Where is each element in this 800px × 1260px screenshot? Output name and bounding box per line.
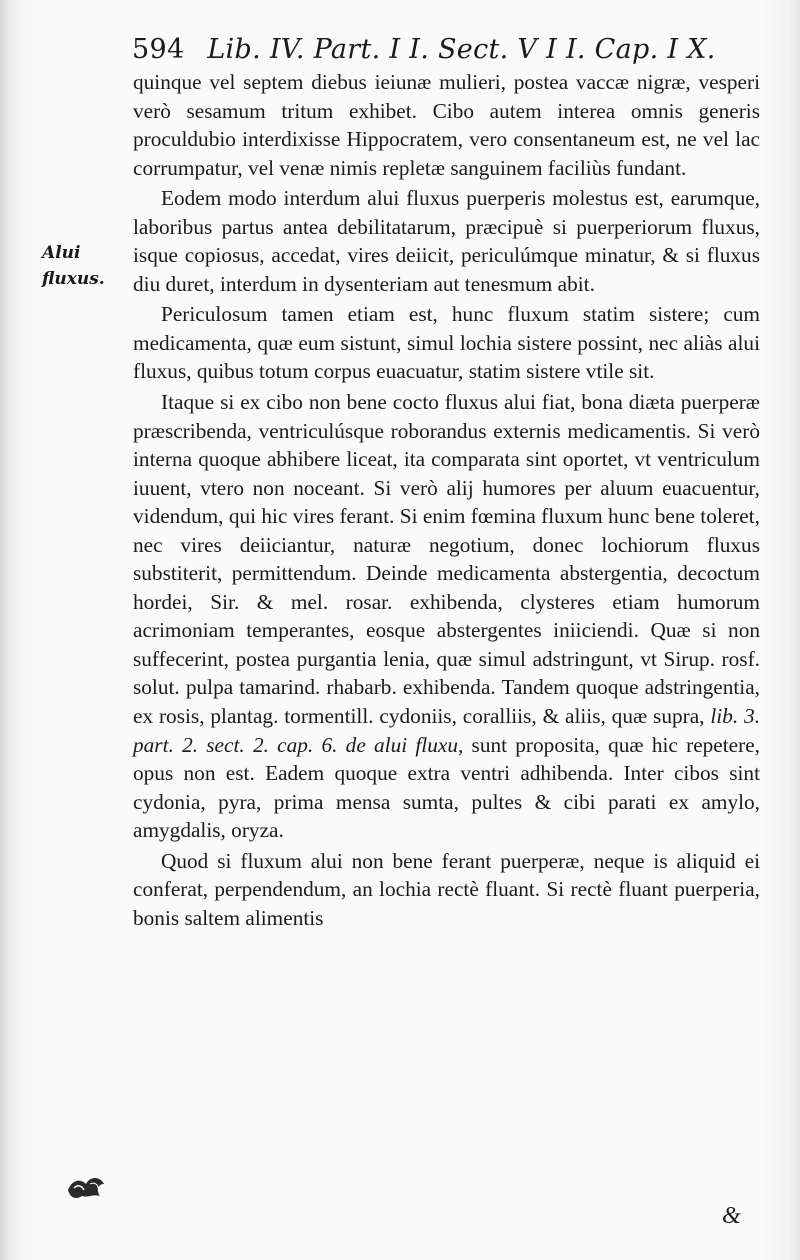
- paragraph-4-text: Itaque si ex cibo non bene cocto fluxus alui fiat, bona diæta puerperæ præscribenda, ventriculúsque roborandus externis medicamentis. Si verò interna quoque abhibere liceat, ita comparata sint oportet, vt ventriculum iuuent, vtero non noceant. Si verò alij humores per aluum euacuentur, videndum, qui hic vires ferant. Si enim fœmina fluxum hunc bene toleret, nec vires deiiciantur, naturæ negotium, donec lochiorum fluxus substiterit, permittendum. Deinde medicamenta abstergentia, decoctum hordei, Sir. & mel. rosar. exhibenda, clysteres etiam humorum acrimoniam temperantes, eosque abstergentes iniiciendi. Quæ si non suffecerint, postea purgantia lenia, quæ simul adstringunt, vt Sirup. rosf. solut. pulpa tamarind. rhabarb. exhibenda. Tandem quoque adstringentia, ex rosis, plantag. tormentill. cydoniis, coralliis, & aliis, quæ supra,: [133, 390, 760, 729]
- paragraph-1: quinque vel septem diebus ieiunæ mulieri, postea vaccæ nigræ, vesperi verò sesamum tritum exhibet. Cibo autem interea omnis generis proculdubio interdixisse Hippocratem, vero consentaneum est, ne vel lac corrumpatur, vel venæ nimis repletæ sanguinem faciliùs fundant.: [133, 70, 760, 180]
- paragraph-4-continuation: sunt proposita, quæ hic repetere, opus non est. Eadem quoque extra ventri adhibenda. Inter cibos sint cydonia, pyra, prima mensa sumta, pultes & cibi parati ex amylo, amygdalis, oryza.: [133, 732, 760, 843]
- cross-reference: lib. 3. part. 2. sect. 2. cap. 6. de alui fluxu,: [133, 704, 761, 757]
- printers-ornament-icon: [64, 1170, 108, 1202]
- running-title: Lib. IV. Part. I I. Sect. V I I. Cap. I X.: [207, 34, 716, 65]
- running-header: [132, 34, 772, 66]
- paragraph-4: [133, 388, 760, 845]
- body-text: [133, 68, 760, 932]
- paragraph-5: Quod si fluxum alui non bene ferant puerperæ, neque is aliquid ei conferat, perpendendum, an lochia rectè fluant. Si rectè fluant puerperia, bonis saltem alimentis: [133, 848, 760, 930]
- margin-note: Alui fluxus.: [42, 243, 105, 289]
- catchword: &: [722, 1203, 741, 1229]
- paragraph-3: Periculosum tamen etiam est, hunc fluxum statim sistere; cum medicamenta, quæ eum sistunt, simul lochia sistere possint, nec aliàs alui fluxus, quibus totum corpus euacuatur, statim sistere vtile sit.: [133, 302, 760, 384]
- paragraph-2: Eodem modo interdum alui fluxus puerperis molestus est, earumque, laboribus partus antea debilitatarum, præcipuè si puerperiorum fluxus, isque copiosus, accedat, vires deiicit, periculúmque minatur, & si fluxus diu duret, interdum in dysenteriam aut tenesmum abit.: [133, 186, 760, 296]
- page-number: 594: [132, 34, 185, 65]
